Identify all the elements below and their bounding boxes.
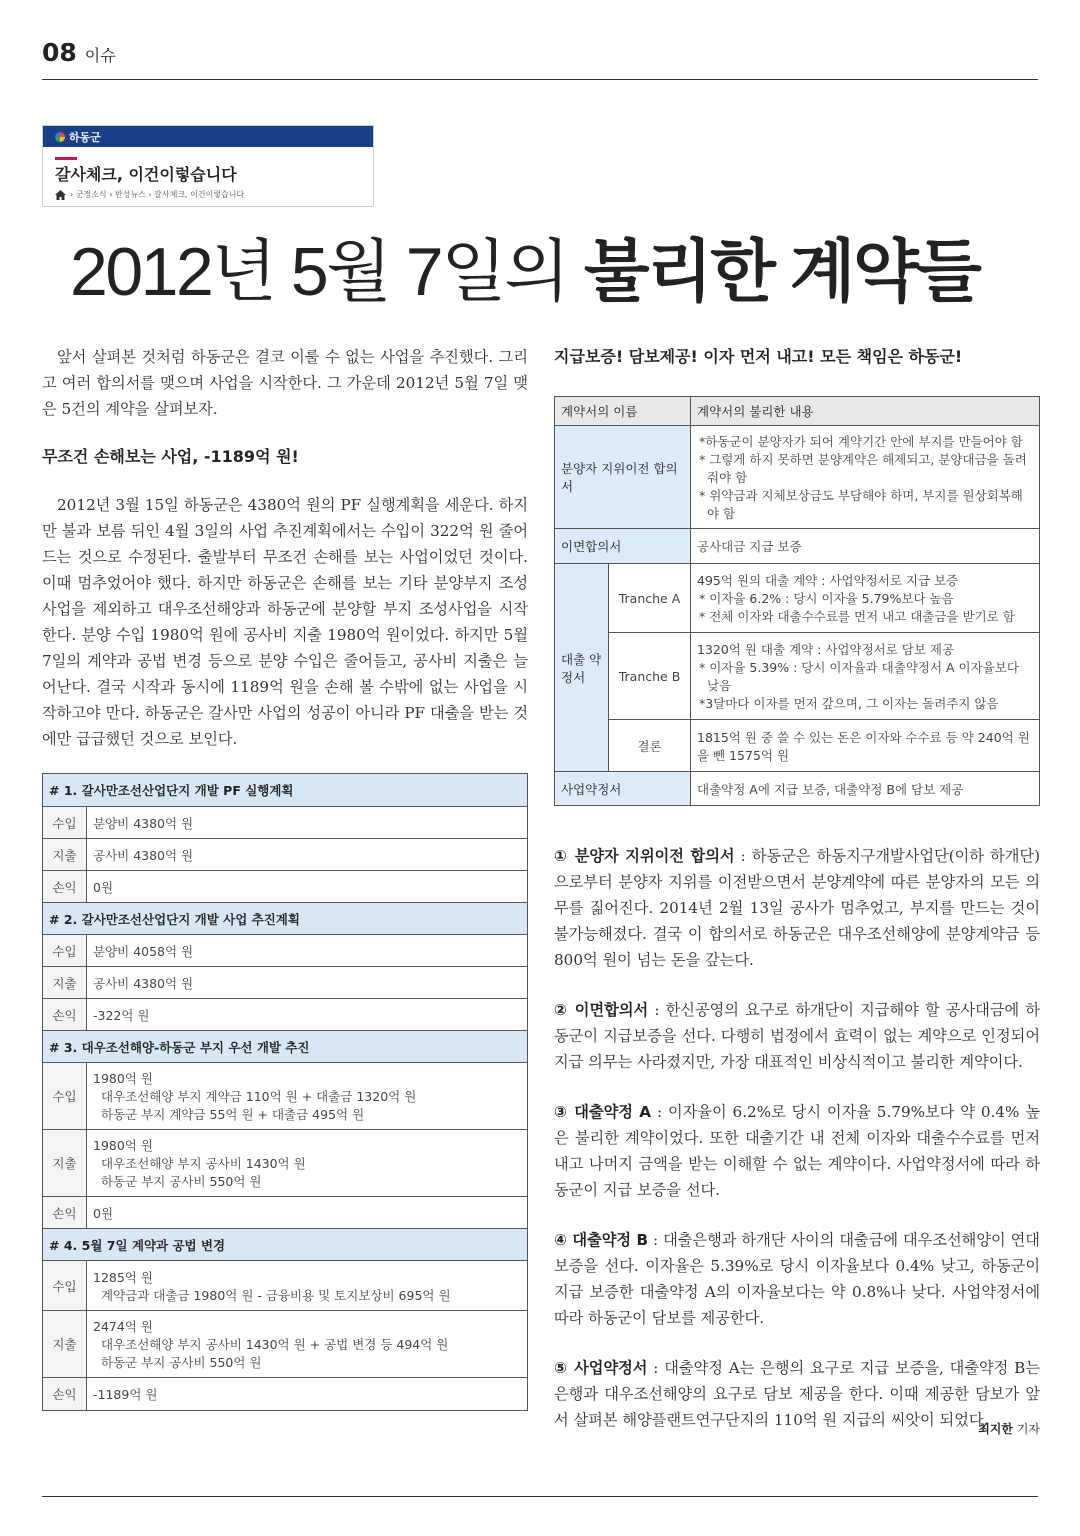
s4-profit: -1189억 원 (87, 1378, 528, 1411)
label-expense: 지출 (43, 967, 87, 999)
contract-item: * 그렇게 하지 못하면 분양계약은 해제되고, 분양대금을 돌려줘야 함 (699, 452, 1027, 485)
label-income: 수입 (43, 1261, 87, 1311)
s4-expense (87, 1311, 528, 1378)
label-income: 수입 (43, 935, 87, 967)
table1-heading-2: # 2. 갈사만조선산업단지 개발 사업 추진계획 (43, 903, 528, 935)
paragraph-lead: ② 이면합의서 (554, 1001, 649, 1019)
reporter-role: 기자 (1013, 1422, 1040, 1436)
contract-item: *하동군이 분양자가 되어 계약기간 안에 부지를 만들어야 함 (699, 434, 1023, 449)
label-income: 수입 (43, 807, 87, 839)
breadcrumb-text: › 군정소식 › 반성뉴스 › 갈사체크, 이건이렇습니다 (70, 190, 245, 199)
right-heading: 지급보증! 담보제공! 이자 먼저 내고! 모든 책임은 하동군! (554, 347, 963, 366)
label-profit: 손익 (43, 871, 87, 903)
explanation-paragraph (554, 1227, 1040, 1331)
paragraph-lead: ① 분양자 지위이전 합의서 (554, 847, 735, 865)
label-expense: 지출 (43, 1130, 87, 1197)
label-expense: 지출 (43, 839, 87, 871)
label-profit: 손익 (43, 1378, 87, 1411)
title-accent (55, 157, 77, 160)
s3-income-total: 1980억 원 (93, 1071, 153, 1086)
paragraph-lead: ⑤ 사업약정서 (554, 1359, 648, 1377)
loan-agreement-label: 대출 약정서 (555, 564, 609, 772)
contract-name: 사업약정서 (555, 772, 691, 806)
paragraph-text: : 대출약정 A는 은행의 요구로 지급 보증을, 대출약정 B는 은행과 대우조선해양의 요구로 담보 제공을 한다. 이때 제공한 담보가 앞서 살펴본 해양플랜트연구단지의 110억 원 지급의 씨앗이 되었다. (554, 1359, 1040, 1429)
section1-heading: 무조건 손해보는 사업, -1189억 원! (42, 447, 299, 466)
s3-income (87, 1063, 528, 1130)
label-expense: 지출 (43, 1311, 87, 1378)
table1-heading-1: # 1. 갈사만조선산업단지 개발 PF 실행계획 (43, 774, 528, 807)
title-normal: 2012년 5월 7일의 (70, 234, 584, 310)
s3-expense-detail: 대우조선해양 부지 공사비 1430억 원 (101, 1156, 306, 1171)
contract-item: * 전체 이자와 대출수수료를 먼저 내고 대출금을 받기로 함 (699, 609, 1015, 624)
home-icon (55, 190, 66, 200)
section-label: 이슈 (84, 46, 116, 65)
table1-heading-4: # 4. 5월 7일 계약과 공법 변경 (43, 1229, 528, 1261)
s4-income-total: 1285억 원 (93, 1269, 153, 1285)
s4-expense-total: 2474억 원 (93, 1319, 153, 1334)
hadong-logo-icon (55, 132, 65, 142)
article-title (70, 218, 979, 315)
s3-income-detail: 하동군 부지 계약금 55억 원 + 대출금 495억 원 (101, 1107, 365, 1122)
s3-profit: 0원 (87, 1197, 528, 1229)
t2-header-content: 계약서의 불리한 내용 (691, 397, 1040, 426)
website-header-bar (43, 126, 373, 147)
s2-income: 분양비 4058억 원 (87, 935, 528, 967)
website-title: 갈사체크, 이건이렇습니다 (55, 165, 237, 184)
top-rule (42, 79, 1038, 80)
contract-content: 1815억 원 중 쓸 수 있는 돈은 이자와 수수료 등 약 240억 원을 뺀 1575억 원 (691, 720, 1040, 772)
section1-body: 2012년 3월 15일 하동군은 4380억 원의 PF 실행계획을 세운다. 하지만 불과 보름 뒤인 4월 3일의 사업 추진계획에서는 수입이 322억 원 줄어드는 것으로 수정된다. 출발부터 무조건 손해를 보는 사업이었던 것이다. 이때 멈추었어야 했다. 하지만 하동군은 손해를 보는 기타 분양부지 조성사업을 제외하고 대우조선해양과 하동군에 분양할 부지 조성사업을 시작한다. 분양 수입 1980억 원에 공사비 지출 1980억 원이었다. 하지만 5월 7일의 계약과 공법 변경 등으로 분양 수입은 줄어들고, 공사비 지출은 늘어난다. 결국 시작과 동시에 1189억 원을 손해 볼 수밖에 없는 사업을 시작하고야 만다. 하동군은 갈사만 사업의 성공이 아니라 PF 대출을 받는 것에만 급급했던 것으로 보인다. (42, 496, 528, 748)
t2-header-name: 계약서의 이름 (555, 397, 691, 426)
reporter-name: 최지한 (978, 1422, 1013, 1436)
page-header (42, 38, 116, 67)
conclusion-label: 결론 (609, 720, 691, 772)
label-profit: 손익 (43, 999, 87, 1031)
paragraph-lead: ③ 대출약정 A (554, 1103, 652, 1121)
contract-name: 이면합의서 (555, 529, 691, 564)
paragraph-lead: ④ 대출약정 B (554, 1231, 649, 1249)
contract-table (554, 396, 1040, 806)
s3-expense-detail: 하동군 부지 공사비 550억 원 (101, 1174, 262, 1189)
paragraph-text: : 이자율이 6.2%로 당시 이자율 5.79%보다 약 0.4% 높은 불리한 계약이었다. 또한 대출기간 내 전체 이자와 대출수수료를 먼저 내고 나머지 금액을 받는 이해할 수 없는 계약이다. 사업약정서에 따라 하동군이 지급 보증을 선다. (554, 1103, 1040, 1199)
s4-expense-detail: 하동군 부지 공사비 550억 원 (101, 1355, 262, 1370)
contract-item: * 위약금과 지체보상금도 부담해야 하며, 부지를 원상회복해야 함 (699, 488, 1023, 521)
label-profit: 손익 (43, 1197, 87, 1229)
label-income: 수입 (43, 1063, 87, 1130)
s2-expense: 공사비 4380억 원 (87, 967, 528, 999)
paragraph-text: : 하동군은 하동지구개발사업단(이하 하개단)으로부터 분양자 지위를 이전받으면서 분양계약에 따른 분양자의 모든 의무를 짊어진다. 2014년 2월 13일 공사가 멈추었고, 부지를 만드는 것이 불가능해졌다. 결국 이 합의서로 하동군은 대우조선해양에 분양계약금 등 800억 원이 넘는 돈을 갚는다. (554, 847, 1041, 969)
paragraph-text: : 대출은행과 하개단 사이의 대출금에 대우조선해양이 연대 보증을 선다. 이자율은 5.39%로 당시 이자율보다 0.4% 낮고, 하동군이 지급 보증한 대출약정 A의 이자율보다는 약 0.8%나 낮다. 사업약정서에 따라 하동군이 담보를 제공한다. (554, 1231, 1040, 1327)
contract-item: *3달마다 이자를 먼저 갚으며, 그 이자는 돌려주지 않음 (699, 696, 999, 711)
s1-profit: 0원 (87, 871, 528, 903)
page-number: 08 (42, 38, 77, 67)
contract-content: 공사대금 지급 보증 (691, 529, 1040, 564)
contract-content (691, 426, 1040, 529)
website-capture (42, 125, 374, 207)
s4-income (87, 1261, 528, 1311)
breadcrumb (55, 189, 244, 200)
paragraph-text: : 한신공영의 요구로 하개단이 지급해야 할 공사대금에 하동군이 지급보증을 선다. 다행히 법정에서 효력이 없는 계약으로 인정되어 지급 의무는 사라졌지만, 가장 대표적인 비상식적이고 불리한 계약이다. (554, 1001, 1040, 1071)
s3-expense (87, 1130, 528, 1197)
s3-expense-total: 1980억 원 (93, 1138, 153, 1153)
contract-item: 1320억 원 대출 계약 : 사업약정서로 담보 제공 (697, 642, 955, 657)
contract-content: 대출약정 A에 지급 보증, 대출약정 B에 담보 제공 (691, 772, 1040, 806)
tranche-name: Tranche A (609, 564, 691, 633)
pf-table (42, 773, 528, 1411)
table1-heading-3: # 3. 대우조선해양-하동군 부지 우선 개발 추진 (43, 1031, 528, 1063)
bottom-rule (42, 1496, 1038, 1497)
s4-expense-detail: 대우조선해양 부지 공사비 1430억 원 + 공법 변경 등 494억 원 (101, 1337, 449, 1352)
s3-income-detail: 대우조선해양 부지 계약금 110억 원 + 대출금 1320억 원 (101, 1089, 417, 1104)
intro-paragraph: 앞서 살펴본 것처럼 하동군은 결코 이룰 수 없는 사업을 추진했다. 그리고 여러 합의서를 맺으며 사업을 시작한다. 그 가운데 2012년 5월 7일 맺은 5건의 계약을 살펴보자. (42, 348, 528, 418)
explanation-paragraph (554, 1099, 1040, 1203)
s1-income: 분양비 4380억 원 (87, 807, 528, 839)
tranche-name: Tranche B (609, 633, 691, 720)
s4-income-detail: 계약금과 대출금 1980억 원 - 금융비용 및 토지보상비 695억 원 (101, 1287, 451, 1303)
contract-item: * 이자율 6.2% : 당시 이자율 5.79%보다 높음 (699, 591, 954, 606)
contract-item: 495억 원의 대출 계약 : 사업약정서로 지급 보증 (697, 573, 959, 588)
explanation-paragraph (554, 997, 1040, 1075)
s2-profit: -322억 원 (87, 999, 528, 1031)
byline (554, 1420, 1040, 1437)
website-brand: 하동군 (69, 130, 101, 144)
title-bold: 불리한 계약들 (583, 234, 980, 310)
contract-content (691, 564, 1040, 633)
contract-content (691, 633, 1040, 720)
explanation-paragraphs (554, 843, 1040, 1433)
contract-name: 분양자 지위이전 합의서 (555, 426, 691, 529)
explanation-paragraph (554, 843, 1040, 973)
contract-item: * 이자율 5.39% : 당시 이자율과 대출약정서 A 이자율보다 낮음 (699, 660, 1019, 693)
s1-expense: 공사비 4380억 원 (87, 839, 528, 871)
